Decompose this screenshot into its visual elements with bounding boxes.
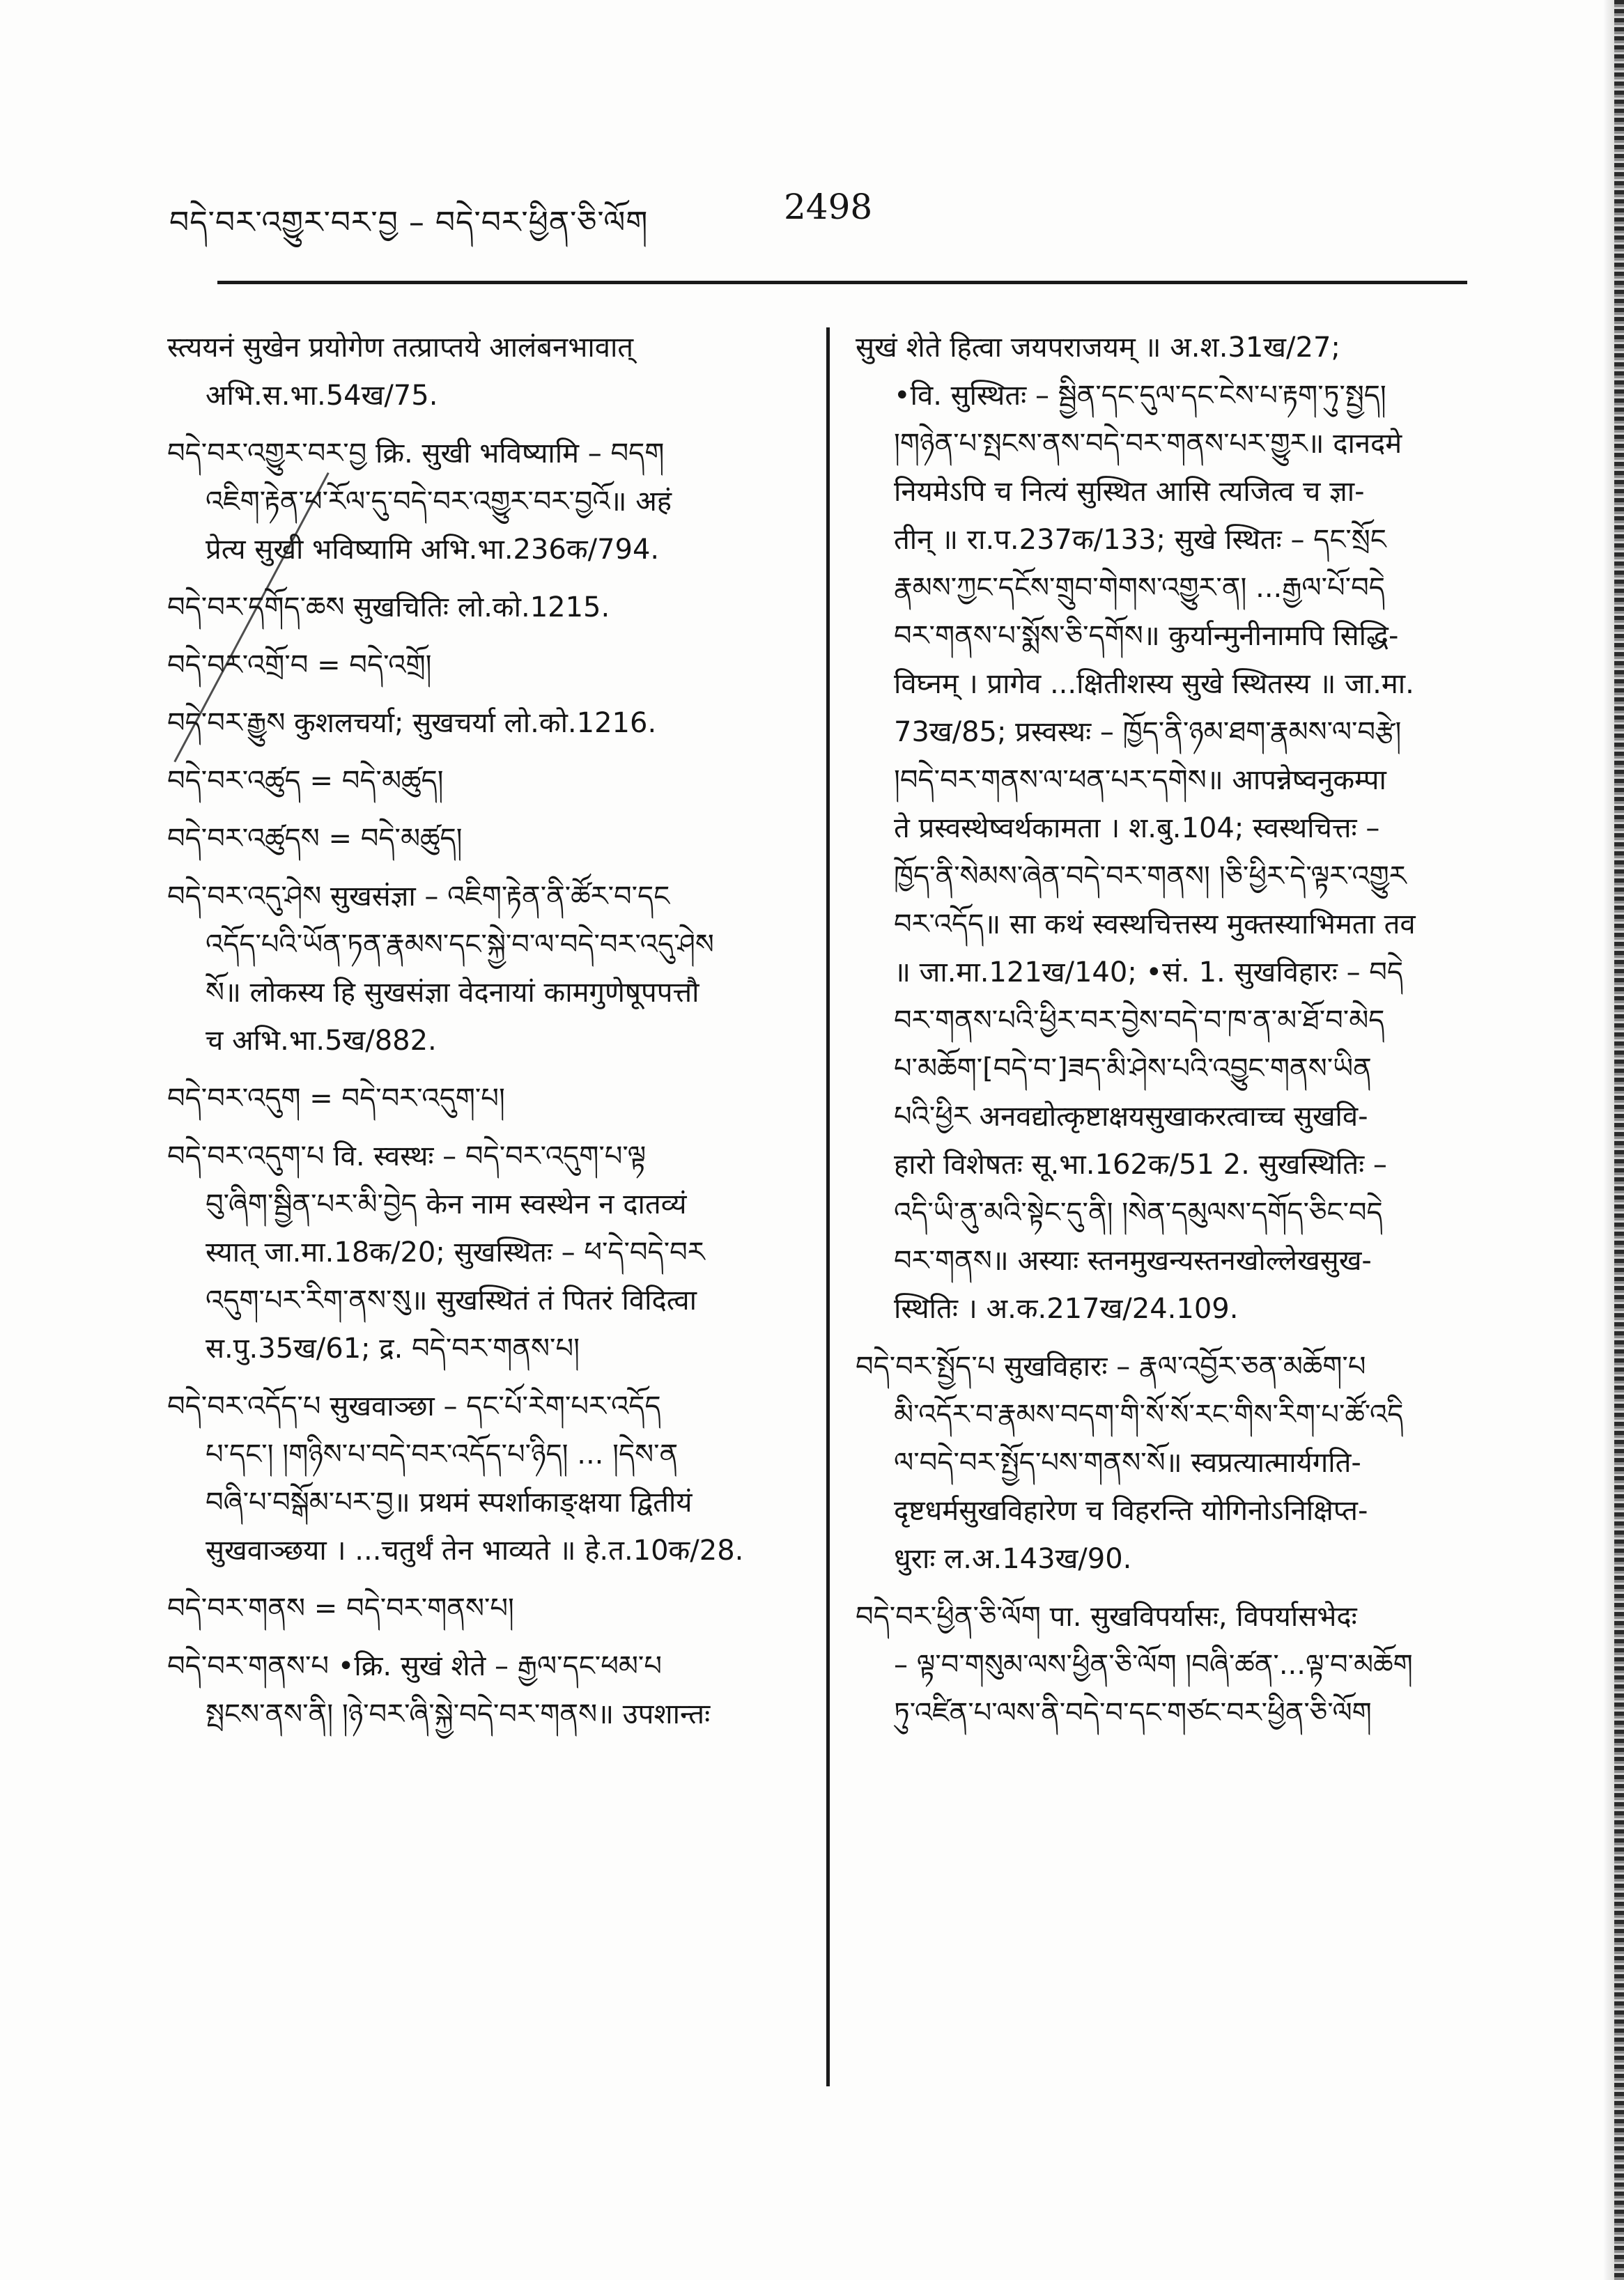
dictionary-entry	[167, 1383, 798, 1575]
entry-line: འདི་ཡི་ནུ་མའི་སྟེང་དུ་ནི། །སེན་དམུལས་དགོད་ཅིང་བདེ	[894, 1197, 1383, 1229]
entry-line: བར་གནས་པ་སྨོས་ཅི་དགོས॥ कुर्यान्मुनीनामपि सिद्धि-	[894, 620, 1399, 652]
entry-line: འཇིག་རྟེན་ཕ་རོལ་དུ་བདེ་བར་འགྱུར་བར་བྱའོ॥ अहं	[206, 486, 672, 518]
entry-headline: བདེ་བར་འགྲོ་བ = བདེ་འགྲོ།	[167, 649, 432, 681]
dictionary-entry	[167, 1075, 798, 1123]
entry-line: – ལྟ་བ་གསུམ་ལས་ཕྱིན་ཅི་ལོག །བཞི་ཚན་...ལྟ་བ་མཆོག	[894, 1649, 1413, 1681]
dictionary-entry	[856, 324, 1465, 1333]
entry-line: ཏུ་འཛིན་པ་ལས་ནི་བདེ་བ་དང་གཙང་བར་ཕྱིན་ཅི་ལོག	[894, 1697, 1372, 1729]
entry-line: अभि.स.भा.54ख/75.	[206, 380, 438, 412]
header-rule	[217, 281, 1467, 284]
dictionary-entry	[167, 815, 798, 863]
entry-line: स.पु.35ख/61; द्र. བདེ་བར་གནས་པ།	[206, 1333, 580, 1365]
dictionary-entry	[167, 1133, 798, 1373]
entry-line: འདོད་པའི་ཡོན་ཏན་རྣམས་དང་སྐྱེ་བ་ལ་བདེ་བར་འདུ་ཤེས	[206, 929, 714, 961]
dictionary-entry	[856, 1593, 1465, 1737]
entry-line: विघ्नम् । प्रागेव ...क्षितीशस्य सुखे स्थितस्य ॥ जा.मा.	[894, 668, 1414, 700]
dictionary-entry	[167, 873, 798, 1065]
page-number: 2498	[784, 187, 873, 227]
entry-headline: བདེ་བར་སྤྱོད་པ सुखविहारः – རྣལ་འབྱོར་ཅན་མཆོག་པ	[856, 1351, 1366, 1383]
dictionary-entry	[167, 757, 798, 805]
entry-line: སྤངས་ནས་ནི། །ཉེ་བར་ཞི་སྐྱེ་བདེ་བར་གནས॥ उपशान्तः	[206, 1698, 711, 1730]
entry-line: स्थितिः । अ.क.217ख/24.109.	[894, 1293, 1239, 1325]
entry-line: བར་འདོད॥ सा कथं स्वस्थचित्तस्य मुक्तस्याभिमता तव	[894, 908, 1416, 940]
entry-line: तीन् ॥ रा.प.237क/133; सुखे स्थितः – དང་སྲོང	[894, 524, 1386, 556]
entry-headline: བདེ་བར་གནས་པ •क्रि. सुखं शेते – རྒྱལ་དང་ཕམ་པ	[167, 1650, 662, 1682]
entry-line: པ་དང་། །གཉིས་པ་བདེ་བར་འདོད་པ་ཉིད། ... །དེས་ན	[206, 1438, 679, 1471]
dictionary-entry	[167, 1643, 798, 1739]
dictionary-entry	[167, 324, 798, 420]
entry-line: སོ॥ लोकस्य हि सुखसंज्ञा वेदनायां कामगुणेषूपपत्तौ	[206, 977, 699, 1009]
scan-edge-shadow	[1603, 0, 1614, 2280]
left-column	[167, 324, 798, 1748]
entry-headline: བདེ་བར་རྒྱུས कुशलचर्या; सुखचर्या लो.को.1216.	[167, 707, 657, 739]
entry-line: •वि. सुस्थितः – སྦྱིན་དང་དུལ་དང་ངེས་པ་རྟག་ཏུ་སྤྱད།	[894, 380, 1386, 412]
entry-headline: བདེ་བར་འཚུདས = བདེ་མཚུད།	[167, 823, 463, 855]
entry-line: हारो विशेषतः सू.भा.162क/51 2. सुखस्थितिः –	[894, 1149, 1387, 1181]
running-head: བདེ་བར་འགྱུར་བར་བྱ – བདེ་བར་ཕྱིན་ཅི་ལོག	[169, 205, 649, 240]
entry-line: །བདེ་བར་གནས་ལ་ཕན་པར་དགེས॥ आपन्नेष्वनुकम्पा	[894, 764, 1386, 796]
entry-line: པ་མཆོག་[བདེ་བ་]ཟད་མི་ཤེས་པའི་འབྱུང་གནས་ཡིན	[894, 1053, 1372, 1085]
right-column	[856, 324, 1465, 1747]
entry-line: ལ་བདེ་བར་སྤྱོད་པས་གནས་སོ॥ स्वप्रत्यात्मार्यगति-	[894, 1447, 1361, 1479]
entry-line: ॥ जा.मा.121ख/140; •सं. 1. सुखविहारः – བདེ	[894, 956, 1404, 988]
column-divider	[826, 327, 830, 2086]
entry-line: ཁྱོད་ནི་སེམས་ཞེན་བདེ་བར་གནས། །ཅི་ཕྱིར་དེ་ལྟར་འགྱུར	[894, 860, 1407, 892]
entry-line: दृष्टधर्मसुखविहारेण च विहरन्ति योगिनोऽनिक्षिप्त-	[894, 1495, 1368, 1527]
scan-edge	[1614, 0, 1624, 2280]
entry-headline: བདེ་བར་འགྱུར་བར་བྱ क्रि. सुखी भविष्यामि – བདག	[167, 437, 665, 470]
dictionary-entry	[167, 584, 798, 632]
entry-line: प्रेत्य सुखी भविष्यामि अभि.भा.236क/794.	[206, 534, 660, 566]
entry-line: མི་འདོར་བ་རྣམས་བདག་གི་སོ་སོ་རང་གིས་རིག་པ་ཚོ་འདི	[894, 1399, 1404, 1431]
entry-line: सुखवाञ्छया । ...चतुर्थं तेन भाव्यते ॥ हे.त.10क/28.	[206, 1535, 744, 1567]
entry-line: བཞི་པ་བསྒོམ་པར་བྱ॥ प्रथमं स्पर्शाकाङ्क्षया द्वितीयं	[206, 1487, 693, 1519]
entry-line: རྣམས་ཀྱང་དངོས་གྲུབ་གེགས་འགྱུར་ན། ...རྒྱལ་པོ་བདེ	[894, 572, 1385, 604]
entry-headline: བདེ་བར་འདོད་པ सुखवाञ्छा – དང་པོ་རེག་པར་འདོད	[167, 1390, 661, 1422]
entry-headline: བདེ་བར་འདུག་པ वि. स्वस्थः – བདེ་བར་འདུག་པ་ལྟ	[167, 1140, 647, 1172]
dictionary-entry	[167, 430, 798, 574]
dictionary-entry	[167, 699, 798, 747]
dictionary-entry	[167, 642, 798, 690]
entry-line: नियमेऽपि च नित्यं सुस्थित आसि त्यजित्व च ज्ञा-	[894, 476, 1365, 508]
entry-line: འདུག་པར་རིག་ནས་སུ॥ सुखस्थितं तं पितरं विदित्वा	[206, 1285, 697, 1317]
entry-headline: स्त्ययनं सुखेन प्रयोगेण तत्प्राप्तये आलंबनभावात्	[167, 332, 634, 364]
entry-headline: བདེ་བར་འཚུད = བདེ་མཚུད།	[167, 765, 444, 797]
entry-line: स्यात् जा.मा.18क/20; सुखस्थितः – ཕ་དེ་བདེ་བར	[206, 1236, 705, 1269]
entry-line: བུ་ཞིག་སྦྱིན་པར་མི་བྱེད केन नाम स्वस्थेन न दातव्यं	[206, 1188, 687, 1220]
entry-headline: सुखं शेते हित्वा जयपराजयम् ॥ अ.श.31ख/27;	[856, 332, 1340, 364]
entry-headline: བདེ་བར་འདུག = བདེ་བར་འདུག་པ།	[167, 1083, 505, 1115]
entry-line: 73ख/85; प्रस्वस्थः – ཁྱོད་ནི་ཉམ་ཐག་རྣམས་ལ་བརྩེ།	[894, 716, 1402, 748]
entry-headline: བདེ་བར་གནས = བདེ་བར་གནས་པ།	[167, 1592, 514, 1624]
entry-line: च अभि.भा.5ख/882.	[206, 1025, 437, 1057]
dictionary-entry	[167, 1585, 798, 1633]
dictionary-entry	[856, 1343, 1465, 1583]
entry-line: བར་གནས॥ अस्याः स्तनमुखन्यस्तनखोल्लेखसुख-	[894, 1245, 1372, 1277]
entry-line: བར་གནས་པའི་ཕྱིར་བར་བྱེས་བདེ་བ་ཁ་ན་མ་ཐོ་བ་མེད	[894, 1005, 1385, 1037]
entry-line: ते प्रस्वस्थेष्वर्थकामता । श.बु.104; स्वस्थचित्तः –	[894, 812, 1380, 844]
entry-headline: བདེ་བར་དགོད་ཆས सुखचितिः लो.को.1215.	[167, 591, 610, 623]
entry-line: །གཉེན་པ་སྤངས་ནས་བདེ་བར་གནས་པར་གྱུར॥ दानदमे	[894, 428, 1402, 460]
entry-headline: བདེ་བར་འདུ་ཤེས सुखसंज्ञा – འཇིག་རྟེན་ནི་ཚོར་བ་དང	[167, 881, 670, 913]
entry-headline: བདེ་བར་ཕྱིན་ཅི་ལོག पा. सुखविपर्यासः, विपर्यासभेदः	[856, 1601, 1357, 1633]
entry-line: धुराः ल.अ.143ख/90.	[894, 1543, 1132, 1575]
entry-line: པའི་ཕྱིར अनवद्योत्कृष्टाक्षयसुखाकरत्वाच्च सुखवि-	[894, 1101, 1368, 1133]
